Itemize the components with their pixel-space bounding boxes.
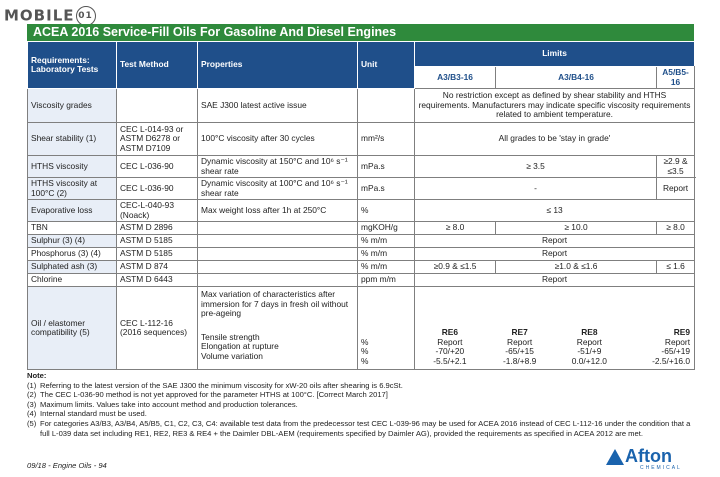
table-row <box>28 222 695 235</box>
row-unit: mPa.s <box>358 156 415 178</box>
re9-label: RE9 <box>673 328 691 337</box>
row-unit: % <box>358 200 415 222</box>
row-limit-a3b4: ≥ 10.0 <box>496 222 657 235</box>
table-row <box>28 178 695 200</box>
page-footer: 09/18 - Engine Oils - 94 <box>27 461 107 470</box>
table-row <box>28 156 695 178</box>
row-limit-a5: ≥2.9 & ≤3.5 <box>657 156 695 178</box>
re8-label: RE8 <box>581 328 598 337</box>
row-unit <box>358 89 415 123</box>
oil-prop-tensile: Tensile strength <box>201 331 260 342</box>
row-method: CEC-L-040-93 (Noack) <box>117 200 198 222</box>
note-item: (1) Referring to the latest version of the SAE J300 the minimum viscosity for xW-20 oils after shearing is 6.9cSt. <box>27 380 403 390</box>
table-row <box>28 274 695 287</box>
row-method: ASTM D 5185 <box>117 248 198 261</box>
row-limit: All grades to be 'stay in grade' <box>415 123 695 156</box>
row-label: Chlorine <box>28 274 117 287</box>
table-row <box>28 123 695 156</box>
row-method <box>117 89 198 123</box>
oil-prop-intro: Max variation of characteristics after immersion for 7 days in fresh oil without pre-ageing <box>201 289 349 318</box>
row-properties <box>198 248 358 261</box>
notes-title: Note: <box>27 371 47 380</box>
row-label: HTHS viscosity <box>28 156 117 178</box>
row-label: HTHS viscosity at 100°C (2) <box>28 178 117 200</box>
row-limit: Report <box>415 235 695 248</box>
site-logo: MOBILE 01 <box>4 6 96 26</box>
row-method: CEC L-036-90 <box>117 156 198 178</box>
row-properties <box>198 261 358 274</box>
row-method: ASTM D 6443 <box>117 274 198 287</box>
row-properties: 100°C viscosity after 30 cycles <box>198 123 358 156</box>
row-properties <box>198 235 358 248</box>
elastomer-limits: RE6 RE7 RE8 RE9 Report Report Report Report -70/+20 -65/+15 -51/+9 -65/+19 -5.5/+2.1 -1.8/+8.9 0.0/+12.0 -2.5/+16.0 <box>415 287 695 370</box>
row-limit-a3: ≥ 3.5 <box>415 156 657 178</box>
table-row <box>28 235 695 248</box>
header-requirements: Requirements: Laboratory Tests <box>28 42 117 89</box>
note-item: (2) The CEC L-036-90 method is not yet approved for the parameter HTHS at 100°C. [Correct March 2017] <box>27 390 388 400</box>
row-properties: Dynamic viscosity at 150°C and 10⁶ s⁻¹ shear rate <box>198 156 358 178</box>
row-properties: Dynamic viscosity at 100°C and 10⁶ s⁻¹ shear rate <box>198 178 358 200</box>
row-properties <box>198 287 358 370</box>
page-title: ACEA 2016 Service-Fill Oils For Gasoline And Diesel Engines <box>27 24 694 41</box>
row-label: Sulphur (3) (4) <box>28 235 117 248</box>
table-row <box>28 261 695 274</box>
header-test-method: Test Method <box>117 42 198 89</box>
table-row <box>28 89 695 123</box>
row-label: Phosphorus (3) (4) <box>28 248 117 261</box>
table-row <box>28 287 695 370</box>
header-limits: Limits <box>415 42 695 67</box>
header-a5b5: A5/B5-16 <box>657 67 695 89</box>
header-properties: Properties <box>198 42 358 89</box>
row-limit-a5b5: ≤ 1.6 <box>657 261 695 274</box>
oil-prop-elongation: Elongation at rupture <box>201 341 279 351</box>
row-limit-a5b5: ≥ 8.0 <box>657 222 695 235</box>
logo-badge-icon: 01 <box>76 6 96 26</box>
row-method: ASTM D 5185 <box>117 235 198 248</box>
row-unit: % m/m <box>358 235 415 248</box>
header-a3b4: A3/B4-16 <box>496 67 657 89</box>
note-item: (5) For categories A3/B3, A3/B4, A5/B5, C1, C2, C3, C4: available test data from the predecessor test CEC L-039-96 may be used for ACEA 2016 instead of CEC L-112-16 under the condition that a full L-039 data set including RE1, RE2, RE3 & RE4 + the Daimler DBL-AEM (requirements specified by Daimler AG), provided the requirements as specified in ACEA 2012 are met. <box>27 418 691 438</box>
row-unit: mgKOH/g <box>358 222 415 235</box>
oil-prop-volume: Volume variation <box>201 350 263 361</box>
row-limit-a5: Report <box>657 178 695 200</box>
row-limit-a3b3: ≥ 8.0 <box>415 222 496 235</box>
row-limit-a3: - <box>415 178 657 200</box>
row-limit: ≤ 13 <box>415 200 695 222</box>
row-unit: % % % <box>358 287 415 370</box>
row-limit: Report <box>415 248 695 261</box>
row-unit: mPa.s <box>358 178 415 200</box>
row-properties <box>198 274 358 287</box>
header-a3b3: A3/B3-16 <box>415 67 496 89</box>
row-unit: % m/m <box>358 248 415 261</box>
row-limit-a3b4: ≥1.0 & ≤1.6 <box>496 261 657 274</box>
row-label: TBN <box>28 222 117 235</box>
row-label: Viscosity grades <box>28 89 117 123</box>
row-label: Shear stability (1) <box>28 123 117 156</box>
row-limit-a3b3: ≥0.9 & ≤1.5 <box>415 261 496 274</box>
table-row <box>28 248 695 261</box>
table-row <box>28 200 695 222</box>
row-method: ASTM D 2896 <box>117 222 198 235</box>
re7-label: RE7 <box>511 328 528 337</box>
afton-triangle-icon <box>606 449 624 465</box>
row-unit: mm²/s <box>358 123 415 156</box>
row-method: CEC L-112-16 (2016 sequences) <box>117 287 198 370</box>
row-method: ASTM D 874 <box>117 261 198 274</box>
row-properties: Max weight loss after 1h at 250°C <box>198 200 358 222</box>
acea-spec-table <box>27 41 695 370</box>
row-label: Oil / elastomer compatibility (5) <box>28 287 117 370</box>
afton-logo: Afton CHEMICAL <box>606 447 698 471</box>
note-item: (4) Internal standard must be used. <box>27 409 147 419</box>
row-limit: No restriction except as defined by shear stability and HTHS requirements. Manufacturers may indicate specific viscosity requirements related to ambient temperature. <box>415 89 695 123</box>
notes-section <box>27 371 695 438</box>
row-properties: SAE J300 latest active issue <box>198 89 358 123</box>
note-item: (3) Maximum limits. Values take into account method and production tolerances. <box>27 399 298 409</box>
row-unit: ppm m/m <box>358 274 415 287</box>
row-method: CEC L-014-93 or ASTM D6278 or ASTM D7109 <box>117 123 198 156</box>
row-label: Evaporative loss <box>28 200 117 222</box>
row-unit: % m/m <box>358 261 415 274</box>
row-limit: Report <box>415 274 695 287</box>
row-method: CEC L-036-90 <box>117 178 198 200</box>
row-label: Sulphated ash (3) <box>28 261 117 274</box>
header-unit: Unit <box>358 42 415 89</box>
re6-label: RE6 <box>441 328 459 337</box>
row-properties <box>198 222 358 235</box>
